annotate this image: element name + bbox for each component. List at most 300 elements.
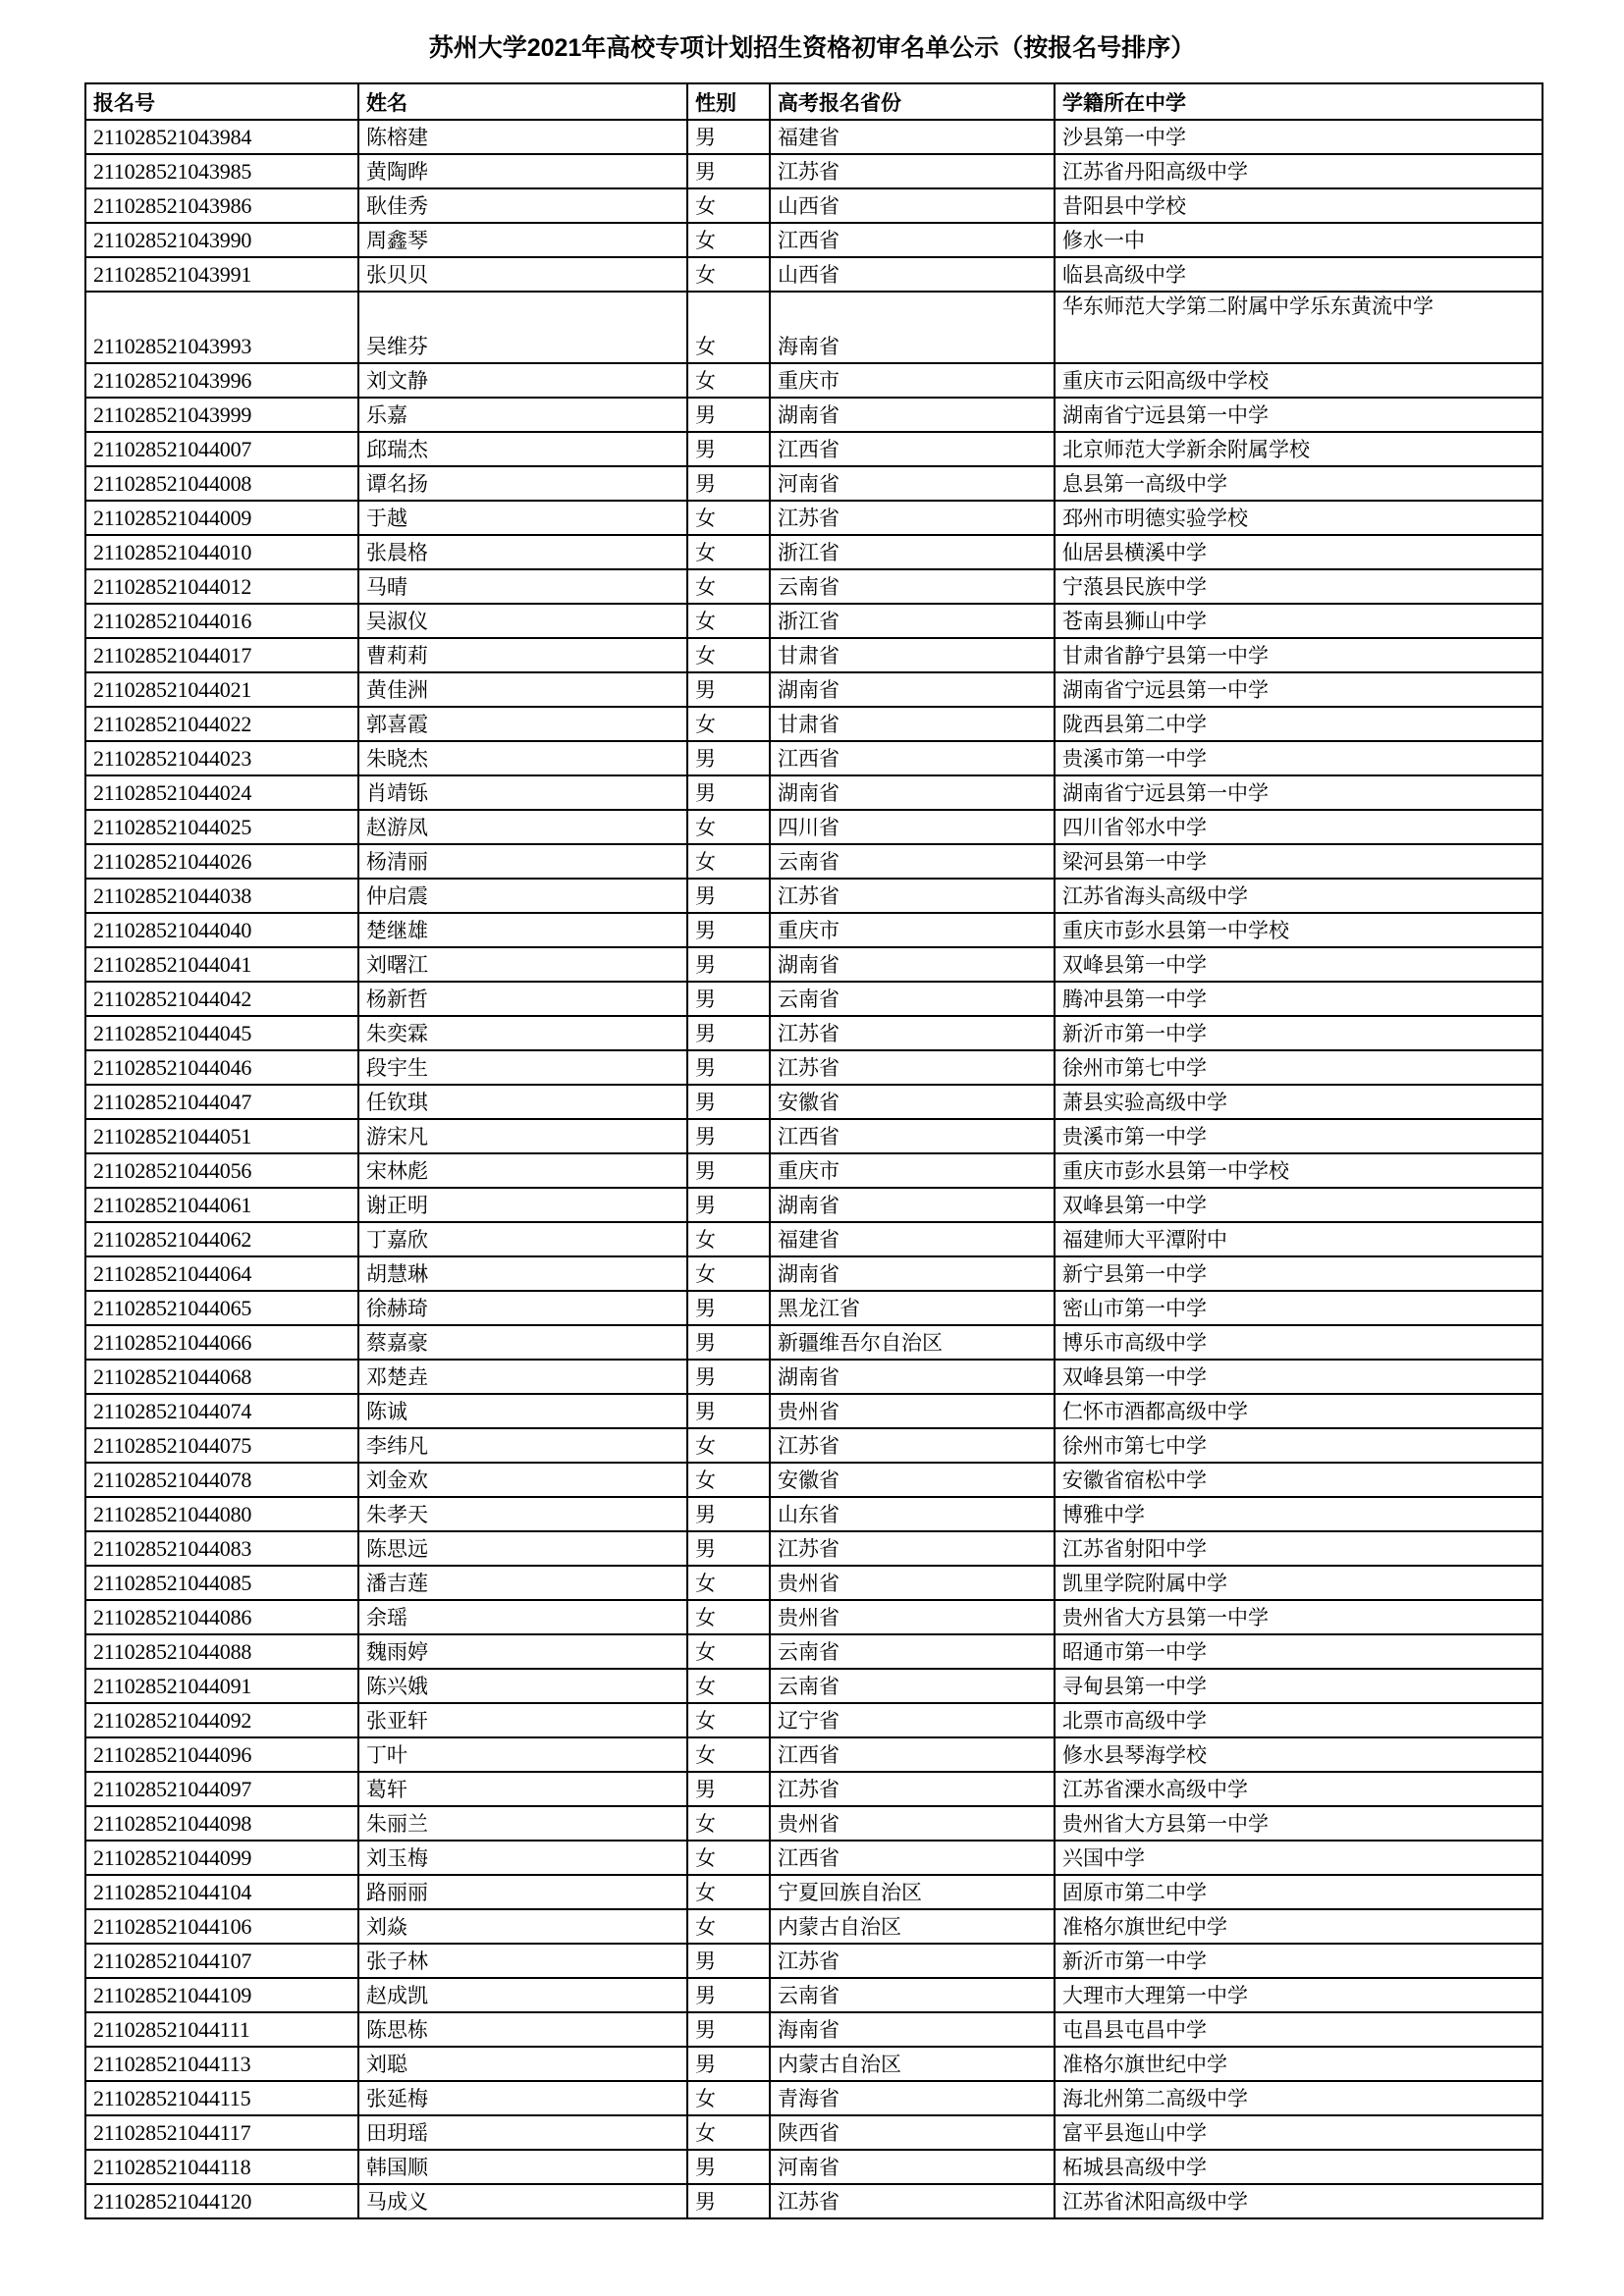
cell-province: 云南省 bbox=[770, 844, 1055, 879]
cell-id: 211028521044026 bbox=[85, 844, 358, 879]
cell-id: 211028521044022 bbox=[85, 707, 358, 741]
table-row bbox=[85, 188, 1543, 223]
cell-province: 安徽省 bbox=[770, 1085, 1055, 1119]
cell-school: 贵州省大方县第一中学 bbox=[1055, 1600, 1543, 1634]
cell-sex: 男 bbox=[687, 466, 770, 501]
cell-province: 宁夏回族自治区 bbox=[770, 1875, 1055, 1909]
cell-name: 杨新哲 bbox=[358, 982, 687, 1016]
cell-id: 211028521044091 bbox=[85, 1669, 358, 1703]
cell-id: 211028521044106 bbox=[85, 1909, 358, 1944]
cell-province: 江苏省 bbox=[770, 1428, 1055, 1463]
table-row bbox=[85, 154, 1543, 188]
cell-school: 福建师大平潭附中 bbox=[1055, 1222, 1543, 1256]
cell-id: 211028521043985 bbox=[85, 154, 358, 188]
cell-province: 江苏省 bbox=[770, 1016, 1055, 1050]
cell-sex: 女 bbox=[687, 188, 770, 223]
table-row bbox=[85, 2184, 1543, 2218]
cell-id: 211028521044098 bbox=[85, 1806, 358, 1841]
table-row bbox=[85, 638, 1543, 672]
cell-sex: 女 bbox=[687, 223, 770, 257]
cell-province: 内蒙古自治区 bbox=[770, 2047, 1055, 2081]
cell-name: 朱丽兰 bbox=[358, 1806, 687, 1841]
table-row bbox=[85, 982, 1543, 1016]
cell-sex: 女 bbox=[687, 1703, 770, 1737]
cell-sex: 男 bbox=[687, 2184, 770, 2218]
cell-sex: 男 bbox=[687, 398, 770, 432]
cell-province: 江苏省 bbox=[770, 1944, 1055, 1978]
cell-name: 于越 bbox=[358, 501, 687, 535]
cell-school: 博乐市高级中学 bbox=[1055, 1325, 1543, 1360]
cell-id: 211028521044024 bbox=[85, 775, 358, 810]
table-row bbox=[85, 1360, 1543, 1394]
table-row bbox=[85, 1703, 1543, 1737]
cell-name: 游宋凡 bbox=[358, 1119, 687, 1153]
cell-name: 朱孝天 bbox=[358, 1497, 687, 1531]
table-row bbox=[85, 223, 1543, 257]
cell-school: 湖南省宁远县第一中学 bbox=[1055, 398, 1543, 432]
column-header-province: 高考报名省份 bbox=[770, 83, 1055, 120]
cell-id: 211028521044042 bbox=[85, 982, 358, 1016]
cell-name: 张子林 bbox=[358, 1944, 687, 1978]
cell-name: 陈诚 bbox=[358, 1394, 687, 1428]
cell-name: 邓楚垚 bbox=[358, 1360, 687, 1394]
cell-sex: 男 bbox=[687, 1360, 770, 1394]
table-row bbox=[85, 947, 1543, 982]
cell-sex: 女 bbox=[687, 638, 770, 672]
cell-school: 海北州第二高级中学 bbox=[1055, 2081, 1543, 2115]
cell-id: 211028521043984 bbox=[85, 120, 358, 154]
cell-province: 云南省 bbox=[770, 982, 1055, 1016]
cell-province: 重庆市 bbox=[770, 1153, 1055, 1188]
table-row bbox=[85, 1841, 1543, 1875]
cell-school: 湖南省宁远县第一中学 bbox=[1055, 775, 1543, 810]
cell-sex: 男 bbox=[687, 879, 770, 913]
cell-id: 211028521043999 bbox=[85, 398, 358, 432]
cell-province: 江苏省 bbox=[770, 2184, 1055, 2218]
table-row bbox=[85, 120, 1543, 154]
cell-province: 黑龙江省 bbox=[770, 1291, 1055, 1325]
cell-sex: 女 bbox=[687, 1600, 770, 1634]
cell-school: 江苏省海头高级中学 bbox=[1055, 879, 1543, 913]
cell-sex: 男 bbox=[687, 1153, 770, 1188]
cell-school: 陇西县第二中学 bbox=[1055, 707, 1543, 741]
cell-name: 李纬凡 bbox=[358, 1428, 687, 1463]
cell-name: 田玥瑶 bbox=[358, 2115, 687, 2150]
cell-id: 211028521044051 bbox=[85, 1119, 358, 1153]
cell-id: 211028521043993 bbox=[85, 292, 358, 363]
cell-sex: 男 bbox=[687, 120, 770, 154]
cell-province: 贵州省 bbox=[770, 1806, 1055, 1841]
cell-province: 江苏省 bbox=[770, 501, 1055, 535]
cell-school: 寻甸县第一中学 bbox=[1055, 1669, 1543, 1703]
cell-province: 江苏省 bbox=[770, 1050, 1055, 1085]
cell-name: 赵游凤 bbox=[358, 810, 687, 844]
cell-id: 211028521044012 bbox=[85, 569, 358, 604]
cell-name: 仲启震 bbox=[358, 879, 687, 913]
cell-name: 马晴 bbox=[358, 569, 687, 604]
table-header bbox=[85, 83, 1543, 120]
cell-school: 甘肃省静宁县第一中学 bbox=[1055, 638, 1543, 672]
cell-school: 昭通市第一中学 bbox=[1055, 1634, 1543, 1669]
cell-school: 仙居县横溪中学 bbox=[1055, 535, 1543, 569]
cell-name: 刘曙江 bbox=[358, 947, 687, 982]
cell-sex: 男 bbox=[687, 432, 770, 466]
cell-id: 211028521044075 bbox=[85, 1428, 358, 1463]
table-row bbox=[85, 1325, 1543, 1360]
cell-school: 沙县第一中学 bbox=[1055, 120, 1543, 154]
cell-name: 张延梅 bbox=[358, 2081, 687, 2115]
table-row bbox=[85, 1463, 1543, 1497]
cell-school: 屯昌县屯昌中学 bbox=[1055, 2012, 1543, 2047]
cell-province: 江西省 bbox=[770, 1119, 1055, 1153]
cell-name: 杨清丽 bbox=[358, 844, 687, 879]
cell-id: 211028521044007 bbox=[85, 432, 358, 466]
cell-id: 211028521044118 bbox=[85, 2150, 358, 2184]
cell-id: 211028521044061 bbox=[85, 1188, 358, 1222]
cell-id: 211028521044040 bbox=[85, 913, 358, 947]
cell-name: 张贝贝 bbox=[358, 257, 687, 292]
cell-id: 211028521044047 bbox=[85, 1085, 358, 1119]
table-row bbox=[85, 1669, 1543, 1703]
cell-name: 刘聪 bbox=[358, 2047, 687, 2081]
cell-name: 刘金欢 bbox=[358, 1463, 687, 1497]
cell-school: 新沂市第一中学 bbox=[1055, 1944, 1543, 1978]
cell-school: 北京师范大学新余附属学校 bbox=[1055, 432, 1543, 466]
cell-school: 双峰县第一中学 bbox=[1055, 947, 1543, 982]
cell-sex: 男 bbox=[687, 1050, 770, 1085]
cell-province: 湖南省 bbox=[770, 1360, 1055, 1394]
cell-sex: 女 bbox=[687, 257, 770, 292]
cell-sex: 女 bbox=[687, 363, 770, 398]
column-header-name: 姓名 bbox=[358, 83, 687, 120]
cell-id: 211028521044078 bbox=[85, 1463, 358, 1497]
cell-sex: 女 bbox=[687, 535, 770, 569]
cell-id: 211028521044023 bbox=[85, 741, 358, 775]
roster-table bbox=[84, 82, 1543, 2219]
cell-name: 曹莉莉 bbox=[358, 638, 687, 672]
cell-sex: 女 bbox=[687, 1634, 770, 1669]
cell-id: 211028521044097 bbox=[85, 1772, 358, 1806]
cell-province: 福建省 bbox=[770, 120, 1055, 154]
cell-name: 谭名扬 bbox=[358, 466, 687, 501]
cell-name: 潘吉莲 bbox=[358, 1566, 687, 1600]
cell-name: 徐赫琦 bbox=[358, 1291, 687, 1325]
cell-id: 211028521044062 bbox=[85, 1222, 358, 1256]
cell-sex: 男 bbox=[687, 1119, 770, 1153]
table-row bbox=[85, 535, 1543, 569]
cell-name: 马成义 bbox=[358, 2184, 687, 2218]
cell-sex: 女 bbox=[687, 1841, 770, 1875]
cell-province: 江西省 bbox=[770, 1841, 1055, 1875]
table-row bbox=[85, 913, 1543, 947]
cell-name: 丁叶 bbox=[358, 1737, 687, 1772]
cell-id: 211028521044021 bbox=[85, 672, 358, 707]
cell-sex: 女 bbox=[687, 844, 770, 879]
table-row bbox=[85, 1222, 1543, 1256]
cell-school: 安徽省宿松中学 bbox=[1055, 1463, 1543, 1497]
cell-id: 211028521044080 bbox=[85, 1497, 358, 1531]
cell-school: 江苏省射阳中学 bbox=[1055, 1531, 1543, 1566]
cell-province: 云南省 bbox=[770, 1669, 1055, 1703]
cell-id: 211028521044107 bbox=[85, 1944, 358, 1978]
table-row bbox=[85, 2150, 1543, 2184]
cell-id: 211028521043986 bbox=[85, 188, 358, 223]
cell-sex: 男 bbox=[687, 947, 770, 982]
cell-school: 临县高级中学 bbox=[1055, 257, 1543, 292]
cell-province: 安徽省 bbox=[770, 1463, 1055, 1497]
cell-sex: 男 bbox=[687, 1085, 770, 1119]
cell-school: 固原市第二中学 bbox=[1055, 1875, 1543, 1909]
cell-province: 湖南省 bbox=[770, 672, 1055, 707]
cell-sex: 女 bbox=[687, 1875, 770, 1909]
table-row bbox=[85, 1016, 1543, 1050]
cell-school: 仁怀市酒都高级中学 bbox=[1055, 1394, 1543, 1428]
table-row bbox=[85, 1050, 1543, 1085]
cell-sex: 女 bbox=[687, 1428, 770, 1463]
cell-school: 息县第一高级中学 bbox=[1055, 466, 1543, 501]
cell-name: 吴维芬 bbox=[358, 292, 687, 363]
cell-province: 浙江省 bbox=[770, 535, 1055, 569]
cell-sex: 男 bbox=[687, 1531, 770, 1566]
cell-school: 新宁县第一中学 bbox=[1055, 1256, 1543, 1291]
table-row bbox=[85, 810, 1543, 844]
cell-id: 211028521043996 bbox=[85, 363, 358, 398]
cell-name: 邱瑞杰 bbox=[358, 432, 687, 466]
table-row bbox=[85, 466, 1543, 501]
cell-id: 211028521044046 bbox=[85, 1050, 358, 1085]
cell-sex: 男 bbox=[687, 672, 770, 707]
cell-name: 耿佳秀 bbox=[358, 188, 687, 223]
table-row bbox=[85, 1394, 1543, 1428]
table-row bbox=[85, 1600, 1543, 1634]
cell-name: 宋林彪 bbox=[358, 1153, 687, 1188]
table-row bbox=[85, 1291, 1543, 1325]
table-row bbox=[85, 1944, 1543, 1978]
cell-sex: 男 bbox=[687, 741, 770, 775]
cell-sex: 女 bbox=[687, 1669, 770, 1703]
cell-school: 梁河县第一中学 bbox=[1055, 844, 1543, 879]
table-row bbox=[85, 1188, 1543, 1222]
cell-province: 湖南省 bbox=[770, 775, 1055, 810]
cell-id: 211028521044074 bbox=[85, 1394, 358, 1428]
cell-province: 江苏省 bbox=[770, 154, 1055, 188]
cell-sex: 男 bbox=[687, 1497, 770, 1531]
cell-province: 云南省 bbox=[770, 1634, 1055, 1669]
cell-name: 陈榕建 bbox=[358, 120, 687, 154]
cell-province: 海南省 bbox=[770, 292, 1055, 363]
cell-name: 朱奕霖 bbox=[358, 1016, 687, 1050]
cell-province: 云南省 bbox=[770, 1978, 1055, 2012]
cell-name: 胡慧琳 bbox=[358, 1256, 687, 1291]
cell-id: 211028521044009 bbox=[85, 501, 358, 535]
cell-sex: 女 bbox=[687, 1463, 770, 1497]
table-row bbox=[85, 741, 1543, 775]
cell-school: 柘城县高级中学 bbox=[1055, 2150, 1543, 2184]
cell-name: 葛轩 bbox=[358, 1772, 687, 1806]
cell-sex: 男 bbox=[687, 2047, 770, 2081]
cell-school: 贵溪市第一中学 bbox=[1055, 741, 1543, 775]
cell-name: 谢正明 bbox=[358, 1188, 687, 1222]
cell-sex: 女 bbox=[687, 1222, 770, 1256]
cell-id: 211028521044066 bbox=[85, 1325, 358, 1360]
cell-province: 江西省 bbox=[770, 1737, 1055, 1772]
cell-province: 湖南省 bbox=[770, 947, 1055, 982]
cell-id: 211028521044117 bbox=[85, 2115, 358, 2150]
cell-name: 韩国顺 bbox=[358, 2150, 687, 2184]
cell-sex: 男 bbox=[687, 2012, 770, 2047]
cell-sex: 女 bbox=[687, 292, 770, 363]
column-header-gender: 性别 bbox=[687, 83, 770, 120]
cell-sex: 男 bbox=[687, 1944, 770, 1978]
table-row bbox=[85, 1497, 1543, 1531]
cell-name: 刘焱 bbox=[358, 1909, 687, 1944]
cell-school: 双峰县第一中学 bbox=[1055, 1360, 1543, 1394]
cell-school: 准格尔旗世纪中学 bbox=[1055, 2047, 1543, 2081]
table-row bbox=[85, 879, 1543, 913]
cell-id: 211028521044086 bbox=[85, 1600, 358, 1634]
cell-id: 211028521044113 bbox=[85, 2047, 358, 2081]
cell-name: 魏雨婷 bbox=[358, 1634, 687, 1669]
cell-name: 肖靖铄 bbox=[358, 775, 687, 810]
cell-sex: 女 bbox=[687, 2081, 770, 2115]
cell-province: 浙江省 bbox=[770, 604, 1055, 638]
cell-province: 重庆市 bbox=[770, 913, 1055, 947]
page-title: 苏州大学2021年高校专项计划招生资格初审名单公示（按报名号排序） bbox=[428, 34, 1196, 62]
cell-sex: 男 bbox=[687, 1188, 770, 1222]
cell-name: 张晨格 bbox=[358, 535, 687, 569]
cell-province: 江西省 bbox=[770, 741, 1055, 775]
table-row bbox=[85, 2047, 1543, 2081]
cell-school: 凯里学院附属中学 bbox=[1055, 1566, 1543, 1600]
cell-name: 刘玉梅 bbox=[358, 1841, 687, 1875]
cell-school: 湖南省宁远县第一中学 bbox=[1055, 672, 1543, 707]
table-row bbox=[85, 1634, 1543, 1669]
cell-school: 双峰县第一中学 bbox=[1055, 1188, 1543, 1222]
cell-name: 陈兴娥 bbox=[358, 1669, 687, 1703]
cell-province: 河南省 bbox=[770, 2150, 1055, 2184]
cell-name: 黄佳洲 bbox=[358, 672, 687, 707]
cell-name: 段宇生 bbox=[358, 1050, 687, 1085]
table-row bbox=[85, 775, 1543, 810]
cell-sex: 男 bbox=[687, 1978, 770, 2012]
cell-name: 周鑫琴 bbox=[358, 223, 687, 257]
cell-id: 211028521044120 bbox=[85, 2184, 358, 2218]
cell-province: 福建省 bbox=[770, 1222, 1055, 1256]
table-row bbox=[85, 569, 1543, 604]
column-header-school: 学籍所在中学 bbox=[1055, 83, 1543, 120]
cell-school: 苍南县狮山中学 bbox=[1055, 604, 1543, 638]
cell-id: 211028521044085 bbox=[85, 1566, 358, 1600]
cell-province: 山西省 bbox=[770, 257, 1055, 292]
cell-id: 211028521044096 bbox=[85, 1737, 358, 1772]
table-row bbox=[85, 1875, 1543, 1909]
table-row bbox=[85, 1153, 1543, 1188]
cell-school: 徐州市第七中学 bbox=[1055, 1050, 1543, 1085]
cell-sex: 女 bbox=[687, 1806, 770, 1841]
cell-province: 甘肃省 bbox=[770, 707, 1055, 741]
cell-name: 蔡嘉豪 bbox=[358, 1325, 687, 1360]
cell-school: 兴国中学 bbox=[1055, 1841, 1543, 1875]
cell-name: 吴淑仪 bbox=[358, 604, 687, 638]
cell-sex: 女 bbox=[687, 2115, 770, 2150]
cell-school: 重庆市云阳高级中学校 bbox=[1055, 363, 1543, 398]
cell-name: 路丽丽 bbox=[358, 1875, 687, 1909]
table-row bbox=[85, 604, 1543, 638]
cell-name: 郭喜霞 bbox=[358, 707, 687, 741]
cell-school: 新沂市第一中学 bbox=[1055, 1016, 1543, 1050]
cell-province: 贵州省 bbox=[770, 1600, 1055, 1634]
cell-sex: 男 bbox=[687, 913, 770, 947]
cell-province: 贵州省 bbox=[770, 1394, 1055, 1428]
cell-id: 211028521044088 bbox=[85, 1634, 358, 1669]
cell-name: 余瑶 bbox=[358, 1600, 687, 1634]
cell-province: 江苏省 bbox=[770, 1772, 1055, 1806]
table-row bbox=[85, 292, 1543, 363]
cell-name: 陈思栋 bbox=[358, 2012, 687, 2047]
cell-id: 211028521044065 bbox=[85, 1291, 358, 1325]
cell-province: 江西省 bbox=[770, 432, 1055, 466]
cell-id: 211028521044010 bbox=[85, 535, 358, 569]
cell-sex: 女 bbox=[687, 569, 770, 604]
table-row bbox=[85, 1085, 1543, 1119]
cell-school: 江苏省沭阳高级中学 bbox=[1055, 2184, 1543, 2218]
table-body bbox=[85, 120, 1543, 2218]
cell-id: 211028521044109 bbox=[85, 1978, 358, 2012]
cell-name: 张亚轩 bbox=[358, 1703, 687, 1737]
cell-name: 朱晓杰 bbox=[358, 741, 687, 775]
table-row bbox=[85, 432, 1543, 466]
cell-sex: 男 bbox=[687, 1016, 770, 1050]
cell-province: 青海省 bbox=[770, 2081, 1055, 2115]
cell-province: 甘肃省 bbox=[770, 638, 1055, 672]
table-row bbox=[85, 1772, 1543, 1806]
cell-province: 湖南省 bbox=[770, 1188, 1055, 1222]
cell-name: 刘文静 bbox=[358, 363, 687, 398]
cell-name: 楚继雄 bbox=[358, 913, 687, 947]
cell-id: 211028521044025 bbox=[85, 810, 358, 844]
cell-id: 211028521044017 bbox=[85, 638, 358, 672]
cell-school: 江苏省溧水高级中学 bbox=[1055, 1772, 1543, 1806]
cell-province: 江西省 bbox=[770, 223, 1055, 257]
cell-province: 湖南省 bbox=[770, 398, 1055, 432]
table-row bbox=[85, 1806, 1543, 1841]
table-row bbox=[85, 1737, 1543, 1772]
cell-province: 新疆维吾尔自治区 bbox=[770, 1325, 1055, 1360]
cell-school: 宁蒗县民族中学 bbox=[1055, 569, 1543, 604]
cell-province: 河南省 bbox=[770, 466, 1055, 501]
cell-sex: 女 bbox=[687, 1909, 770, 1944]
cell-school: 北票市高级中学 bbox=[1055, 1703, 1543, 1737]
cell-name: 丁嘉欣 bbox=[358, 1222, 687, 1256]
table-row bbox=[85, 1428, 1543, 1463]
cell-province: 海南省 bbox=[770, 2012, 1055, 2047]
cell-sex: 女 bbox=[687, 604, 770, 638]
cell-id: 211028521044099 bbox=[85, 1841, 358, 1875]
table-row bbox=[85, 2081, 1543, 2115]
cell-sex: 男 bbox=[687, 1325, 770, 1360]
cell-id: 211028521044016 bbox=[85, 604, 358, 638]
cell-school: 萧县实验高级中学 bbox=[1055, 1085, 1543, 1119]
table-row bbox=[85, 1119, 1543, 1153]
table-row bbox=[85, 1978, 1543, 2012]
cell-school: 博雅中学 bbox=[1055, 1497, 1543, 1531]
cell-school: 邳州市明德实验学校 bbox=[1055, 501, 1543, 535]
cell-id: 211028521044068 bbox=[85, 1360, 358, 1394]
table-row bbox=[85, 672, 1543, 707]
table-row bbox=[85, 501, 1543, 535]
cell-sex: 男 bbox=[687, 1772, 770, 1806]
cell-school: 贵州省大方县第一中学 bbox=[1055, 1806, 1543, 1841]
